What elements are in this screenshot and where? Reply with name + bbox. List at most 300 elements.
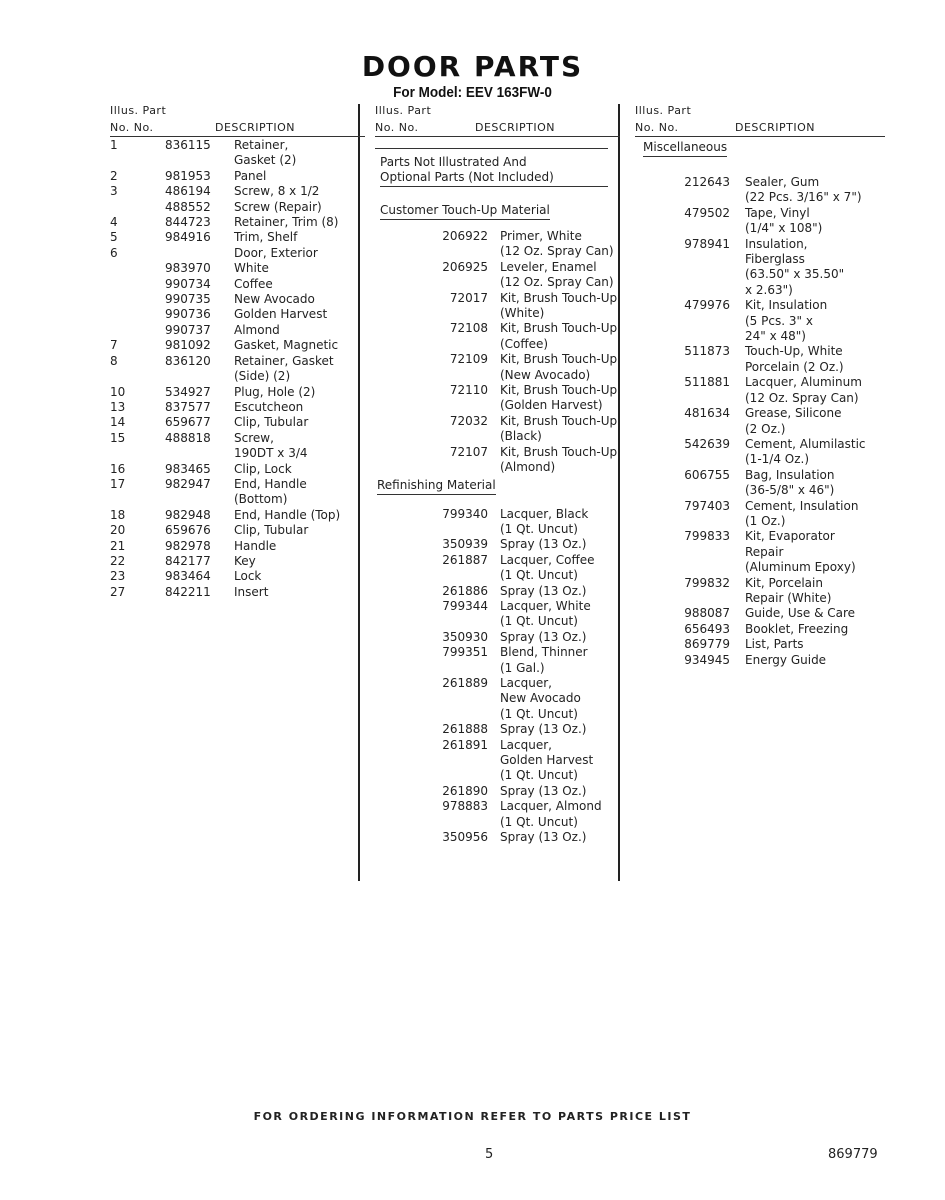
table-row [375,291,620,322]
table-row [110,215,365,230]
column-header [635,100,885,138]
description-line: Spray (13 Oz.) [500,629,587,644]
illus-number [110,307,165,322]
part-description [745,298,885,344]
description-line: Primer, White [500,229,582,243]
part-description [234,261,365,276]
description-line: x 2.63") [745,282,793,297]
description-line: Kit, Porcelain [745,575,823,590]
part-description [234,246,365,261]
illus-number: 15 [110,430,126,445]
part-description [500,722,620,737]
header-illus-part: Illus. Part [635,104,692,117]
description-line: (12 Oz. Spray Can) [745,390,859,405]
part-description [500,599,620,630]
description-line: (1/4" x 108") [745,221,823,236]
table-row [375,229,620,260]
description-line: (22 Pcs. 3/16" x 7") [745,190,862,205]
header-description: DESCRIPTION [475,121,555,134]
part-number: 542639 [684,436,730,451]
table-row [375,414,620,445]
table-row [110,385,365,400]
part-number: 799344 [442,598,488,613]
table-row [375,383,620,414]
parts-list [110,138,365,600]
part-description [234,477,365,508]
part-number: 659677 [165,415,211,430]
description-line: Cement, Alumilastic [745,436,866,451]
description-line: (1 Gal.) [500,660,545,675]
table-row [375,676,620,722]
part-description [234,554,365,569]
description-line: Kit, Brush Touch-Up [500,290,618,305]
description-line: Lacquer, Coffee [500,552,595,567]
table-row [635,375,885,406]
description-line: New Avocado [500,691,581,706]
description-line: (63.50" x 35.50" [745,267,845,282]
table-row [635,622,885,637]
description-line: Retainer, Trim (8) [234,215,339,230]
illus-number [110,277,165,292]
part-description [745,576,885,607]
part-number: 984916 [165,230,211,245]
part-description [745,206,885,237]
table-row [635,606,885,621]
description-line: Clip, Lock [234,461,292,476]
part-number: 983465 [165,461,211,476]
part-number: 511881 [684,375,730,390]
table-row [635,637,885,652]
part-description [234,338,365,353]
parts-column-2 [375,100,620,845]
part-description [234,200,365,215]
illus-number: 14 [110,415,126,430]
illus-number: 10 [110,384,126,399]
description-line: (White) [500,306,545,321]
part-description [745,529,885,575]
description-line: End, Handle [234,476,307,491]
part-number: 350956 [442,830,488,845]
description-line: Kit, Brush Touch-Up [500,352,618,367]
part-number: 799832 [684,575,730,590]
part-number: 837577 [165,399,211,414]
table-row [110,338,365,353]
table-row [375,537,620,552]
part-number: 982948 [165,507,211,522]
part-description [500,414,620,445]
table-row [375,507,620,538]
part-number: 659676 [165,523,211,538]
illus-number: 2 [110,168,118,183]
part-description [745,499,885,530]
description-line: Retainer, [234,138,289,152]
table-row [110,246,365,261]
part-number: 836115 [165,138,211,152]
part-number: 481634 [684,406,730,421]
part-number: 978883 [442,799,488,814]
illus-number [110,200,165,215]
page-number: 5 [485,1147,494,1162]
table-row [110,261,365,276]
header-rule [375,136,620,137]
part-description [500,799,620,830]
illus-number: 3 [110,184,118,199]
part-number: 836120 [165,353,211,368]
description-line: Kit, Brush Touch-Up [500,383,618,398]
part-number: 261886 [442,583,488,598]
table-row [375,799,620,830]
description-line: Porcelain (2 Oz.) [745,359,844,374]
table-row [110,200,365,215]
table-row [110,508,365,523]
part-number: 799340 [442,506,488,521]
part-number: 983464 [165,569,211,584]
part-number: 990737 [165,322,211,337]
part-number: 72108 [449,321,488,336]
part-description [500,830,620,845]
description-line: Lacquer, Almond [500,799,602,814]
part-number: 479976 [684,298,730,313]
description-line: Lacquer, [500,675,552,690]
table-row [375,722,620,737]
description-line: (1 Qt. Uncut) [500,568,578,583]
description-line: Coffee [234,276,273,291]
description-line: Lock [234,569,262,584]
description-line: (1 Qt. Uncut) [500,614,578,629]
part-number: 990735 [165,292,211,307]
description-line: Insulation, [745,236,808,251]
part-number: 534927 [165,384,211,399]
part-number: 799833 [684,529,730,544]
table-row [110,400,365,415]
part-number: 981953 [165,168,211,183]
part-description [234,508,365,523]
table-row [110,585,365,600]
part-description [234,138,365,169]
description-line: (1 Qt. Uncut) [500,768,578,783]
part-description [500,784,620,799]
part-description [234,354,365,385]
part-number: 261891 [442,737,488,752]
description-line: (Coffee) [500,336,549,351]
description-line: (5 Pcs. 3" x [745,313,813,328]
part-description [500,352,620,383]
description-line: Escutcheon [234,399,304,414]
part-number: 350939 [442,537,488,552]
notice-line: Optional Parts (Not Included) [380,170,608,187]
part-description [234,307,365,322]
illus-number: 22 [110,553,126,568]
part-number: 488818 [165,430,211,445]
part-description [234,215,365,230]
model-subtitle: For Model: EEV 163FW-0 [393,84,552,101]
notice-block [375,148,608,187]
part-description [234,539,365,554]
part-description [234,169,365,184]
parts-column-3 [635,100,885,668]
header-no-no: No. No. [375,121,419,134]
description-line: (1-1/4 Oz.) [745,452,810,467]
table-row [375,738,620,784]
header-illus-part: Illus. Part [375,104,432,117]
table-row [635,298,885,344]
part-number: 842211 [165,584,211,599]
parts-column-1 [110,100,365,600]
table-row [375,445,620,476]
illus-number: 4 [110,215,118,230]
description-line: Leveler, Enamel [500,259,597,274]
part-description [745,175,885,206]
description-line: Golden Harvest [500,753,594,767]
part-description [745,637,885,652]
part-number: 488552 [165,199,211,214]
section-heading-touchup: Customer Touch-Up Material [380,203,550,220]
description-line: Insert [234,584,269,599]
description-line: Screw (Repair) [234,199,322,214]
part-number: 978941 [684,236,730,251]
description-line: 24" x 48") [745,329,806,344]
part-number: 261887 [442,552,488,567]
table-row [110,554,365,569]
part-description [234,462,365,477]
table-row [375,784,620,799]
table-row [635,468,885,499]
description-line: Kit, Brush Touch-Up [500,413,618,428]
description-line: Spray (13 Oz.) [500,722,587,737]
table-row [635,529,885,575]
description-line: Kit, Insulation [745,298,828,313]
description-line: Almond [234,322,280,337]
description-line: Spray (13 Oz.) [500,783,587,798]
part-number: 982947 [165,476,211,491]
description-line: Golden Harvest [234,307,328,322]
description-line: Spray (13 Oz.) [500,583,587,598]
description-line: (2 Oz.) [745,421,786,436]
description-line: Booklet, Freezing [745,621,849,636]
header-illus-part: Illus. Part [110,104,167,117]
refinishing-list [375,507,620,846]
description-line: Guide, Use & Care [745,606,856,621]
illus-number: 8 [110,353,118,368]
table-row [110,415,365,430]
miscellaneous-list [635,175,885,668]
part-number: 486194 [165,184,211,199]
part-description [500,445,620,476]
table-row [110,292,365,307]
table-row [635,499,885,530]
header-description: DESCRIPTION [215,121,295,134]
table-row [635,175,885,206]
description-line: List, Parts [745,637,804,652]
description-line: (New Avocado) [500,367,591,382]
part-number: 261890 [442,783,488,798]
table-row [110,307,365,322]
part-description [500,630,620,645]
description-line: End, Handle (Top) [234,507,341,522]
description-line: Lacquer, [500,737,552,752]
part-number: 206922 [442,229,488,243]
description-line: Panel [234,168,267,183]
part-description [500,383,620,414]
table-row [110,169,365,184]
description-line: (Bottom) [234,492,288,507]
description-line: Lacquer, Aluminum [745,375,862,390]
part-description [234,230,365,245]
table-row [375,260,620,291]
section-heading-refinishing: Refinishing Material [377,478,496,495]
description-line: Energy Guide [745,652,827,667]
description-line: Tape, Vinyl [745,205,810,220]
illus-number: 1 [110,138,118,152]
description-line: Kit, Brush Touch-Up [500,321,618,336]
table-row [635,576,885,607]
part-description [500,676,620,722]
part-description [500,260,620,291]
notice-line: Parts Not Illustrated And [380,155,527,169]
part-number: 212643 [684,175,730,189]
header-no-no: No. No. [110,121,154,134]
description-line: (Black) [500,429,542,444]
description-line: Spray (13 Oz.) [500,830,587,845]
part-number: 206925 [442,259,488,274]
table-row [375,352,620,383]
table-row [110,323,365,338]
description-line: Lacquer, Black [500,506,589,521]
table-row [110,230,365,245]
description-line: 190DT x 3/4 [234,446,308,461]
description-line: Fiberglass [745,252,805,267]
header-no-no: No. No. [635,121,679,134]
part-description [745,406,885,437]
part-number: 983970 [165,261,211,276]
description-line: (1 Oz.) [745,513,786,528]
description-line: Door, Exterior [234,245,318,260]
part-number: 797403 [684,498,730,513]
ordering-footer: FOR ORDERING INFORMATION REFER TO PARTS PRICE LIST [253,1110,692,1123]
table-row [635,344,885,375]
part-number: 72017 [449,290,488,305]
column-header [375,100,620,138]
illus-number: 17 [110,476,126,491]
part-description [500,321,620,352]
description-line: Handle [234,538,277,553]
table-row [635,237,885,299]
part-number: 72110 [449,383,488,398]
illus-number: 16 [110,461,126,476]
touchup-list [375,229,620,476]
description-line: Grease, Silicone [745,406,842,421]
illus-number [110,292,165,307]
part-number: 72109 [449,352,488,367]
part-number: 350930 [442,629,488,644]
part-number [165,246,234,261]
part-number: 799351 [442,645,488,660]
illus-number: 23 [110,569,126,584]
description-line: (12 Oz. Spray Can) [500,244,614,259]
description-line: Gasket (2) [234,153,297,168]
part-number: 72032 [449,413,488,428]
illus-number: 21 [110,538,126,553]
part-description [745,468,885,499]
description-line: Screw, [234,430,274,445]
description-line: Gasket, Magnetic [234,338,339,353]
illus-number [110,261,165,276]
description-line: Kit, Brush Touch-Up [500,444,618,459]
table-row [110,569,365,584]
part-description [745,622,885,637]
description-line: Bag, Insulation [745,467,835,482]
part-description [234,415,365,430]
description-line: Cement, Insulation [745,498,859,513]
part-description [745,237,885,299]
part-description [500,537,620,552]
illus-number: 27 [110,584,126,599]
description-line: Blend, Thinner [500,645,588,660]
description-line: Screw, 8 x 1/2 [234,184,320,199]
part-description [234,523,365,538]
table-row [635,653,885,668]
part-description [234,585,365,600]
part-description [234,400,365,415]
table-row [375,645,620,676]
table-row [110,354,365,385]
description-line: (1 Qt. Uncut) [500,521,578,536]
table-row [375,599,620,630]
part-number: 990734 [165,276,211,291]
table-row [110,138,365,169]
description-line: (Aluminum Epoxy) [745,560,856,575]
part-number: 606755 [684,467,730,482]
part-number: 72107 [449,444,488,459]
part-description [745,606,885,621]
part-description [745,375,885,406]
description-line: Touch-Up, White [745,344,843,359]
description-line: (Side) (2) [234,369,291,384]
table-row [635,206,885,237]
description-line: (Almond) [500,460,556,475]
illus-number: 13 [110,399,126,414]
illus-number: 6 [110,245,118,260]
description-line: (1 Qt. Uncut) [500,814,578,829]
description-line: (36-5/8" x 46") [745,483,835,498]
illus-number [110,323,165,338]
table-row [635,406,885,437]
section-heading-miscellaneous: Miscellaneous [643,140,727,157]
part-description [500,229,620,260]
column-header [110,100,365,138]
illus-number: 18 [110,507,126,522]
part-number: 261888 [442,722,488,737]
part-number: 844723 [165,215,211,230]
part-number: 934945 [684,652,730,667]
header-rule [635,136,885,137]
part-number: 479502 [684,205,730,220]
table-row [110,477,365,508]
part-description [234,385,365,400]
description-line: Plug, Hole (2) [234,384,316,399]
part-number: 511873 [684,344,730,359]
part-description [500,645,620,676]
description-line: Key [234,553,256,568]
part-description [500,584,620,599]
table-row [110,184,365,199]
part-number: 261889 [442,675,488,690]
page-title: DOOR PARTS [361,50,584,83]
table-row [375,630,620,645]
part-description [745,437,885,468]
part-description [500,507,620,538]
table-row [110,462,365,477]
